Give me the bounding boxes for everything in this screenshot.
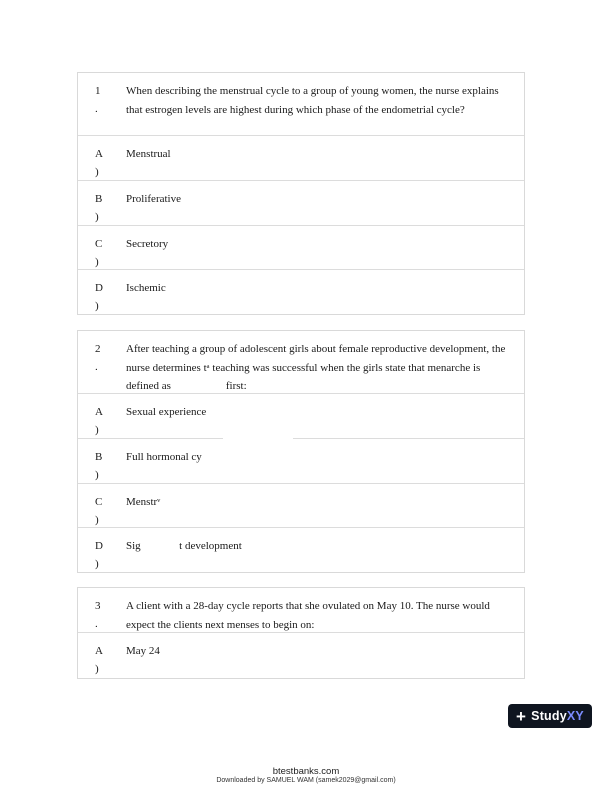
question-row	[78, 73, 524, 136]
option-text: Sexual experience	[126, 406, 207, 418]
question-row	[78, 331, 524, 394]
plus-icon: +	[516, 706, 527, 726]
option-row-b	[78, 181, 524, 226]
option-text: Sig t development	[126, 540, 242, 552]
studyxy-logo-button[interactable]	[508, 704, 592, 728]
option-text: Menstrᵛ	[126, 496, 161, 508]
redaction-mask	[178, 466, 248, 482]
option-letter: B )	[95, 193, 103, 223]
option-row-a	[78, 136, 524, 181]
footer-downloaded-by: Downloaded by SAMUEL WAM (samek2029@gmail.com)	[216, 777, 396, 784]
question-block-3	[77, 587, 525, 679]
redaction-mask	[166, 486, 226, 508]
option-letter: A )	[95, 148, 103, 178]
question-row	[78, 588, 524, 633]
question-block-2	[77, 330, 525, 573]
option-text: Secretory	[126, 238, 169, 250]
question-number: 1 .	[95, 85, 101, 115]
question-number: 2 .	[95, 343, 101, 373]
question-text: A client with a 28-day cycle reports that she ovulated on May 10. The nurse would expect the clients next menses to begin on:	[126, 600, 490, 631]
option-text: Menstrual	[126, 148, 171, 160]
option-letter: D )	[95, 540, 103, 570]
option-letter: A )	[95, 645, 103, 675]
question-number: 3 .	[95, 600, 101, 630]
footer-site: btestbanks.com	[272, 766, 340, 777]
redaction-mask	[223, 421, 293, 439]
option-row-d	[78, 270, 524, 314]
question-block-1	[77, 72, 525, 315]
option-row-d	[78, 528, 524, 572]
question-text: After teaching a group of adolescent girls about female reproductive development, the nurse determines tᵃ teaching was successful when the girls state that menarche is defined as first:	[126, 343, 509, 392]
brand-suffix: XY	[566, 709, 584, 723]
option-letter: C )	[95, 496, 103, 526]
option-text: Proliferative	[126, 193, 181, 205]
option-letter: B )	[95, 451, 103, 481]
option-text: Full hormonal cy	[126, 451, 202, 463]
option-row-a	[78, 633, 524, 678]
option-text: Ischemic	[126, 282, 166, 294]
option-row-a	[78, 394, 524, 439]
redaction-mask	[132, 510, 202, 526]
option-row-b	[78, 439, 524, 484]
option-row-c	[78, 226, 524, 270]
option-letter: A )	[95, 406, 103, 436]
brand-prefix: Study	[531, 709, 567, 723]
question-text: When describing the menstrual cycle to a group of young women, the nurse explains that estrogen levels are highest during which phase of the endometrial cycle?	[126, 85, 499, 116]
option-letter: C )	[95, 238, 103, 268]
option-text: May 24	[126, 645, 160, 657]
option-letter: D )	[95, 282, 103, 312]
